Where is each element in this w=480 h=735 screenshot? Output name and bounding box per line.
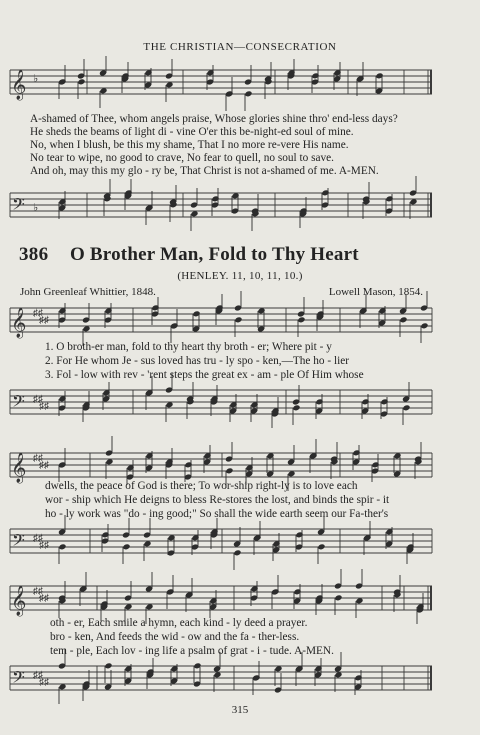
svg-text:♯♯: ♯♯ [39,315,49,326]
note-head [402,404,410,411]
system-3-verse-2: bro - ken, And feeds the wid - ow and the fa - ther-less. [50,631,300,643]
hymn-number: 386 [19,244,49,265]
svg-text:𝄢: 𝄢 [12,532,25,554]
page-number: 315 [231,704,249,716]
svg-text:♯♯: ♯♯ [39,593,49,604]
note-head [233,549,241,556]
note-head [297,316,305,323]
svg-text:♭: ♭ [33,73,39,85]
system-3-verse-1: oth - er, Each smile a hymn, each kind - ly deed a prayer. [50,617,308,629]
system-2-verse-1: dwells, the peace of God is there; To wor-ship right-ly is to love each [45,480,358,492]
svg-text:♯♯: ♯♯ [33,308,43,319]
svg-text:♯♯: ♯♯ [33,586,43,597]
svg-text:𝄢: 𝄢 [12,196,25,218]
note-head [77,78,85,85]
hymn-author: John Greenleaf Whittier, 1848. [20,286,156,298]
tune-name-meter: (HENLEY. 11, 10, 11, 10.) [177,270,303,282]
running-head: THE CHRISTIAN—CONSECRATION [143,41,337,53]
svg-text:♯♯: ♯♯ [39,401,49,412]
bass-staff-system-1 [0,380,480,425]
bass-staff-previous [0,183,480,228]
note-head [244,90,252,97]
system-2-verse-2: wor - ship which He deigns to bless Re-stores the lost, and binds the spir - it [45,494,390,506]
previous-lyric-line-2: He sheds the beams of light di - vine O'er this be-night-ed soul of mine. [30,126,354,138]
previous-lyric-line-5: And oh, may this my glo - ry be, That Christ is not a-shamed of me. A-MEN. [30,165,379,177]
svg-text:𝄞: 𝄞 [11,453,27,482]
system-1-verse-2: 2. For He whom Je - sus loved has tru - ly spo - ken,—The ho - lier [45,355,350,367]
bass-staff-system-3 [0,656,480,701]
svg-text:♯♯: ♯♯ [33,533,43,544]
note-head [334,594,342,601]
system-2-verse-3: ho - ly work was "do - ing good;" So shall the wide earth seem our Fa-ther's [45,508,389,520]
note-head [234,316,242,323]
svg-text:𝄞: 𝄞 [11,308,27,337]
treble-staff-system-3 [0,576,480,621]
note-head [225,467,233,474]
note-head [317,543,325,550]
svg-text:𝄞: 𝄞 [11,70,27,99]
hymn-composer: Lowell Mason, 1854. [328,286,423,298]
note-head [420,322,428,329]
note-head [104,662,112,669]
svg-text:♭: ♭ [33,202,39,214]
svg-text:♯♯: ♯♯ [39,460,49,471]
note-head [122,543,130,550]
bass-staff-system-2 [0,519,480,564]
svg-text:♯♯: ♯♯ [39,540,49,551]
hymn-title: O Brother Man, Fold to Thy Heart [70,244,359,265]
note-head [292,404,300,411]
svg-text:♯♯: ♯♯ [33,394,43,405]
system-1-verse-1: 1. O broth-er man, fold to thy heart thy broth - er; Where pit - y [45,341,332,353]
system-3-verse-3: tem - ple, Each lov - ing life a psalm of grat - i - tude. A-MEN. [50,645,334,657]
svg-text:𝄞: 𝄞 [11,586,27,615]
system-1-verse-3: 3. Fol - low with rev - 'rent steps the great ex - am - ple Of Him whose [45,369,364,381]
previous-lyric-line-3: No, when I blush, be this my shame, That I no more re-vere His name. [30,139,349,151]
previous-lyric-line-1: A-shamed of Thee, whom angels praise, Whose glories shine thro' end-less days? [30,113,398,125]
svg-text:♯♯: ♯♯ [33,453,43,464]
note-head [58,543,66,550]
treble-staff-previous [0,60,480,110]
note-head [399,316,407,323]
svg-text:𝄢: 𝄢 [12,669,25,691]
svg-text:♯♯: ♯♯ [33,670,43,681]
previous-lyric-line-4: No tear to wipe, no good to crave, No fear to quell, no soul to save. [30,152,334,164]
svg-text:♯♯: ♯♯ [39,677,49,688]
svg-text:𝄢: 𝄢 [12,393,25,415]
treble-staff-system-1 [0,298,480,343]
